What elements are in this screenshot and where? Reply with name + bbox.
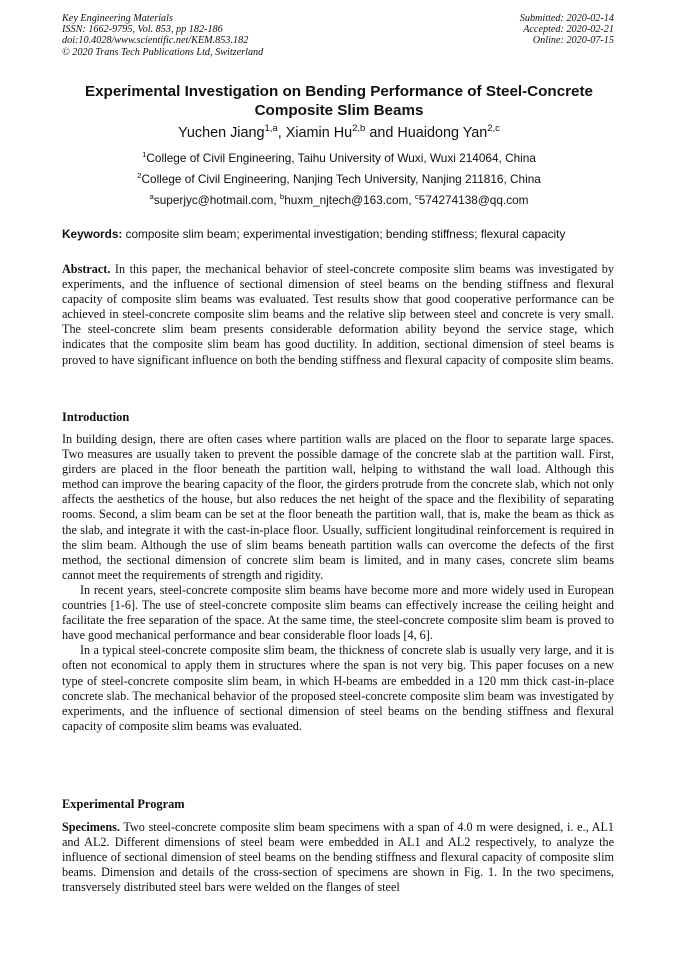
journal-doi: doi:10.4028/www.scientific.net/KEM.853.182	[62, 35, 249, 47]
journal-copyright: © 2020 Trans Tech Publications Ltd, Switzerland	[62, 46, 264, 58]
author-list	[40, 125, 638, 141]
author-affiliation-mark: 1,a	[264, 123, 278, 135]
paper-title	[40, 83, 638, 120]
abstract-label: Abstract.	[62, 262, 111, 276]
email-mark: c	[414, 192, 419, 202]
paragraph: In a typical steel-concrete composite slim beam, the thickness of concrete slab is usually very large, and it is often not economical to apply them in structures where the span is not very big. This paper focuses on a new type of steel-concrete composite slim beam, in which H-beams are embedded in a 120 mm thick cast-in-place concrete slab. The mechanical behavior of the proposed steel-concrete composite slim beam was investigated by experiments, and the influence of sectional dimension of steel beams on the bending stiffness and flexural capacity of composite slim beams was evaluated.	[62, 643, 614, 733]
email-b: huxm_njtech@163.com,	[284, 193, 415, 207]
date-submitted: Submitted: 2020-02-14	[519, 13, 614, 24]
email-a: superjyc@hotmail.com,	[153, 193, 280, 207]
specimens-paragraph	[62, 820, 614, 895]
section-heading-introduction: Introduction	[62, 410, 130, 424]
abstract-text: In this paper, the mechanical behavior of steel-concrete composite slim beams was investigated by experiments, and the influence of sectional dimension of steel beams on the bending stiffness and flexural capacity of composite slim beams was evaluated. Test results show that good cooperative performance can be achieved in steel-concrete composite slim beams and the relative slip between steel and concrete is very small. The steel-concrete slim beam presents considerable deformation ability beyond the service stage, which indicates that the composite slim beam has good ductility. In addition, sectional dimension of steel beams is proved to have significant influence on both the bending stiffness and flexural capacity of composite slim beams.	[62, 262, 614, 367]
specimens-text: Two steel-concrete composite slim beam specimens with a span of 4.0 m were designed, i. e., AL1 and AL2. Different dimensions of steel beam were embedded in AL1 and AL2 respectively, to analyze the influence of sectional dimension of steel beams on the bending stiffness and flexural capacity of composite slim beams. Dimension and details of the cross-section of specimens are shown in Fig. 1. In the two specimens, transversely distributed steel bars were welded on the flanges of steel	[62, 820, 614, 895]
email-mark: b	[279, 192, 285, 202]
abstract	[62, 262, 614, 368]
affiliation-text: College of Civil Engineering, Taihu University of Wuxi, Wuxi 214064, China	[146, 151, 536, 165]
keywords-text: composite slim beam; experimental investigation; bending stiffness; flexural capacity	[122, 227, 566, 241]
date-online: Online: 2020-07-15	[532, 35, 614, 47]
journal-info	[62, 13, 263, 58]
author-separator: and	[365, 125, 398, 141]
submission-dates	[520, 13, 614, 47]
paper-title-line-2: Composite Slim Beams	[254, 101, 424, 119]
keywords-label: Keywords:	[62, 227, 123, 241]
author-emails	[40, 193, 638, 207]
author-affiliation-mark: 2,b	[352, 123, 366, 135]
affiliation-mark: 2	[137, 171, 142, 181]
keywords	[62, 227, 614, 241]
affiliation-mark: 1	[142, 150, 147, 160]
affiliation-text: College of Civil Engineering, Nanjing Tech University, Nanjing 211816, China	[141, 172, 541, 186]
author-name: Xiamin Hu	[285, 125, 353, 141]
author-affiliation-mark: 2,c	[487, 123, 500, 135]
journal-name: Key Engineering Materials	[62, 13, 173, 24]
paragraph: In recent years, steel-concrete composite slim beams have become more and more widely used in European countries [1-6]. The use of steel-concrete composite slim beams can effectively increase the ceiling height and facilitate the free separation of the space. At the same time, the steel-concrete composite slim beam is proved to have good mechanical performance and bear considerable floor loads [4, 6].	[62, 582, 614, 643]
journal-issn: ISSN: 1662-9795, Vol. 853, pp 182-186	[62, 24, 223, 36]
section-heading-experimental-program: Experimental Program	[62, 797, 185, 811]
affiliation-1	[40, 151, 638, 165]
date-accepted: Accepted: 2020-02-21	[523, 24, 614, 36]
author-separator: ,	[277, 125, 286, 141]
affiliation-2	[40, 172, 638, 186]
author-name: Huaidong Yan	[397, 125, 488, 141]
specimens-label: Specimens.	[62, 820, 120, 834]
paper-title-line-1: Experimental Investigation on Bending Performance of Steel-Concrete	[84, 83, 594, 100]
paragraph: In building design, there are often cases where partition walls are placed on the floor to separate large spaces. Two measures are usually taken to prevent the possible damage of the concrete slab at the partition wall. First, girders are placed in the floor beneath the partition wall, helping to withstand the wall load. Although this method can improve the bearing capacity of the floor, the girders protrude from the concrete slab, which not only affects the aesthetics of the house, but also reduces the net height of the space and the flexibility of separating rooms. Second, a slim beam can be set at the floor beneath the partition wall, that is, make the beam as thick as the slab, and integrate it with the cast-in-place floor. Usually, sufficient longitudinal reinforcement is required in the slim beam. Although the use of slim beams beneath partition walls can overcome the defects of the first method, the sectional dimension of concrete slim beam is limited, and in many cases, concrete slim beams cannot meet the requirements of strength and rigidity.	[62, 432, 614, 582]
introduction-body	[62, 432, 614, 734]
email-mark: a	[149, 192, 154, 202]
author-name: Yuchen Jiang	[178, 125, 265, 141]
email-c: 574274138@qq.com	[418, 193, 529, 207]
